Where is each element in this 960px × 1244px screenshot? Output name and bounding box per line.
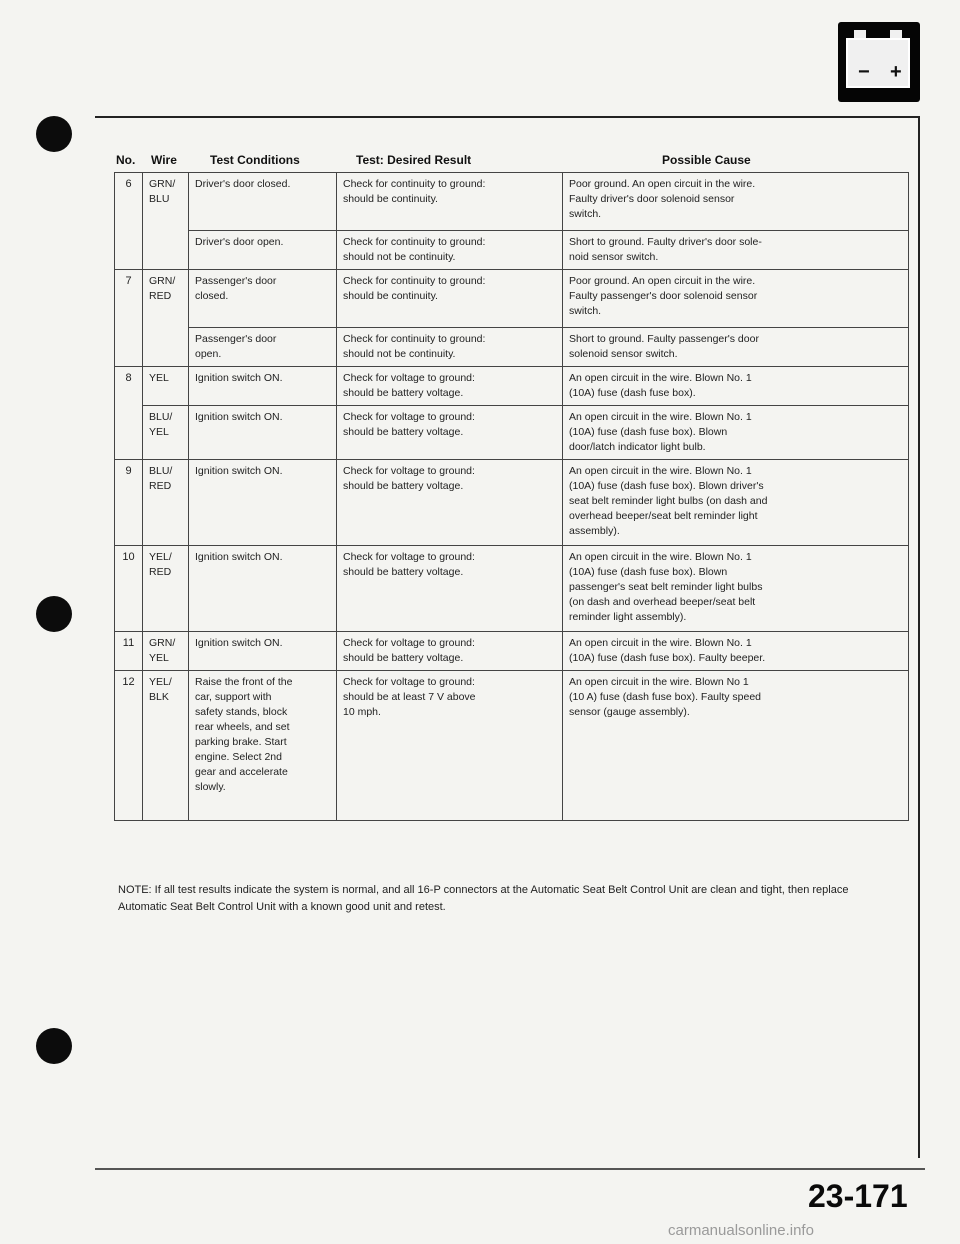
desired-result: Check for continuity to ground: should be continuity. — [337, 173, 563, 231]
desired-result: Check for voltage to ground: should be battery voltage. — [337, 546, 563, 632]
wire-color: YEL/ RED — [143, 546, 189, 632]
wire-color: GRN/ BLU — [143, 173, 189, 270]
test-condition: Ignition switch ON. — [189, 406, 337, 460]
test-condition: Passenger's door closed. — [189, 270, 337, 328]
desired-result: Check for voltage to ground: should be battery voltage. — [337, 367, 563, 406]
table-row — [115, 406, 909, 460]
table-row — [115, 367, 909, 406]
punch-hole-middle — [36, 596, 72, 632]
watermark: carmanualsonline.info — [668, 1222, 814, 1239]
table-row — [115, 546, 909, 632]
table-row — [115, 671, 909, 821]
step-number: 12 — [115, 671, 143, 821]
table-row — [115, 173, 909, 231]
top-rule — [95, 116, 920, 118]
test-condition: Ignition switch ON. — [189, 367, 337, 406]
desired-result: Check for voltage to ground: should be at least 7 V above 10 mph. — [337, 671, 563, 821]
wire-color: BLU/ YEL — [143, 406, 189, 460]
battery-icon — [838, 22, 920, 102]
header-possible-cause: Possible Cause — [662, 153, 751, 167]
step-number: 9 — [115, 460, 143, 546]
header-no: No. — [116, 153, 136, 167]
possible-cause: An open circuit in the wire. Blown No 1 (10 A) fuse (dash fuse box). Faulty speed sensor (gauge assembly). — [563, 671, 909, 821]
note-text: NOTE: If all test results indicate the system is normal, and all 16-P connectors at the Automatic Seat Belt Control Unit are clean and tight, then replace Automatic Seat Belt Control Unit with a known good unit and retest. — [118, 884, 849, 913]
header-desired-result: Test: Desired Result — [356, 153, 472, 167]
table-row — [115, 231, 909, 270]
possible-cause: An open circuit in the wire. Blown No. 1 (10A) fuse (dash fuse box). Faulty beeper. — [563, 632, 909, 671]
possible-cause: An open circuit in the wire. Blown No. 1 (10A) fuse (dash fuse box). Blown driver's seat belt reminder light bulbs (on dash and overhead beeper/seat belt reminder light assembly). — [563, 460, 909, 546]
step-number: 10 — [115, 546, 143, 632]
test-condition: Passenger's door open. — [189, 328, 337, 367]
header-test-conditions: Test Conditions — [210, 153, 300, 167]
test-condition: Ignition switch ON. — [189, 460, 337, 546]
minus-sign: − — [858, 61, 870, 83]
wire-color: YEL — [143, 367, 189, 406]
wire-color: BLU/ RED — [143, 460, 189, 546]
table-row — [115, 460, 909, 546]
step-number: 8 — [115, 367, 143, 460]
page-number: 23-171 — [808, 1178, 908, 1214]
possible-cause: An open circuit in the wire. Blown No. 1 (10A) fuse (dash fuse box). Blown door/latch indicator light bulb. — [563, 406, 909, 460]
table-row — [115, 632, 909, 671]
possible-cause: Poor ground. An open circuit in the wire. Faulty passenger's door solenoid sensor switch. — [563, 270, 909, 328]
desired-result: Check for voltage to ground: should be battery voltage. — [337, 406, 563, 460]
step-number: 7 — [115, 270, 143, 367]
troubleshooting-table — [114, 172, 909, 821]
punch-hole-top — [36, 116, 72, 152]
test-condition: Raise the front of the car, support with safety stands, block rear wheels, and set parking brake. Start engine. Select 2nd gear and accelerate slowly. — [189, 671, 337, 821]
punch-hole-bottom — [36, 1028, 72, 1064]
wire-color: YEL/ BLK — [143, 671, 189, 821]
wire-color: GRN/ RED — [143, 270, 189, 367]
desired-result: Check for continuity to ground: should not be continuity. — [337, 328, 563, 367]
desired-result: Check for continuity to ground: should be continuity. — [337, 270, 563, 328]
test-condition: Ignition switch ON. — [189, 546, 337, 632]
possible-cause: An open circuit in the wire. Blown No. 1 (10A) fuse (dash fuse box). Blown passenger's seat belt reminder light bulbs (on dash and overhead beeper/seat belt reminder light assembly). — [563, 546, 909, 632]
step-number: 11 — [115, 632, 143, 671]
desired-result: Check for voltage to ground: should be battery voltage. — [337, 632, 563, 671]
desired-result: Check for voltage to ground: should be battery voltage. — [337, 460, 563, 546]
plus-sign: + — [890, 61, 902, 83]
test-condition: Ignition switch ON. — [189, 632, 337, 671]
possible-cause: Poor ground. An open circuit in the wire. Faulty driver's door solenoid sensor switch. — [563, 173, 909, 231]
table-row — [115, 270, 909, 328]
test-condition: Driver's door open. — [189, 231, 337, 270]
right-rule — [918, 116, 920, 1158]
table-row — [115, 328, 909, 367]
step-number: 6 — [115, 173, 143, 270]
test-condition: Driver's door closed. — [189, 173, 337, 231]
possible-cause: Short to ground. Faulty passenger's door solenoid sensor switch. — [563, 328, 909, 367]
wire-color: GRN/ YEL — [143, 632, 189, 671]
bottom-rule — [95, 1168, 925, 1170]
desired-result: Check for continuity to ground: should not be continuity. — [337, 231, 563, 270]
header-wire: Wire — [151, 153, 177, 167]
possible-cause: An open circuit in the wire. Blown No. 1 (10A) fuse (dash fuse box). — [563, 367, 909, 406]
possible-cause: Short to ground. Faulty driver's door sole- noid sensor switch. — [563, 231, 909, 270]
